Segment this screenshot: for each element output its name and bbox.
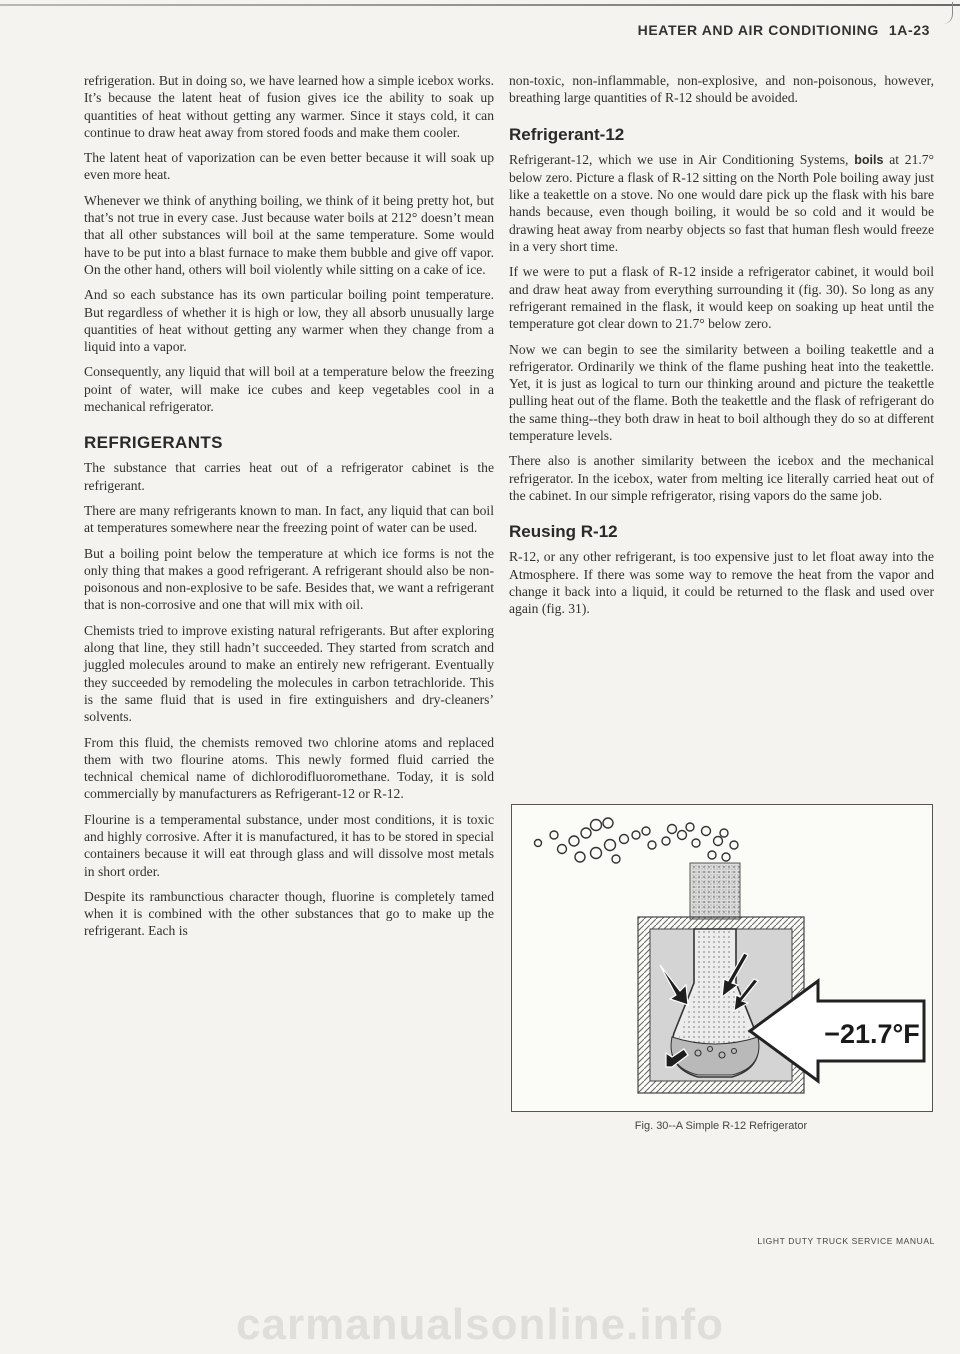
paragraph: Chemists tried to improve existing natural refrigerants. But after exploring along that line, they still hadn’t succeeded. They started from scratch and juggled molecules around to make an entirely new refrigerant. Eventually they succeeded by remodeling the molecules in carbon tetrachloride. This is the same fluid that is used in fire extinguishers and dry-cleaners’ solvents. (84, 622, 494, 725)
bold-text: boils (854, 152, 884, 167)
paragraph: From this fluid, the chemists removed two chlorine atoms and replaced them with two flourine atoms. This newly formed fluid carried the technical chemical name of dichlorodifluoromethane. Today, it is sold commercially by manufacturers as Refrigerant-12 or R-12. (84, 734, 494, 802)
corner-mark (938, 2, 953, 24)
paragraph: There also is another similarity between the icebox and the mechanical refrigerator. In the icebox, water from melting ice literally carried heat out of the cabinet. In our simple refrigerator, rising vapors do the same job. (509, 453, 934, 503)
temperature-label: −21.7°F (824, 1019, 920, 1049)
paragraph: And so each substance has its own particular boiling point temperature. But regardless of whether it is high or low, they all absorb unusually large quantities of heat without getting any warmer when they change from a liquid into a vapor. (84, 287, 494, 355)
paragraph: non-toxic, non-inflammable, non-explosive, and non-poisonous, however, breathing large quantities of R-12 should be avoided. (509, 73, 934, 106)
paragraph: R-12, or any other refrigerant, is too expensive just to let float away into the Atmosphere. If there was some way to remove the heat from the vapor and change it back into a liquid, it could be returned to the flask and used over again (fig. 31). (509, 549, 934, 617)
paragraph: refrigeration. But in doing so, we have learned how a simple icebox works. It’s because the latent heat of fusion gives ice the ability to soak up quantities of heat without getting any warmer. Since it stays cold, it can continue to draw heat away from stored foods and make them cooler. (84, 73, 494, 140)
paragraph: Despite its rambunctious character though, fluorine is completely tamed when it is combined with the other substances that go to make up the refrigerant. Each is (84, 888, 494, 939)
watermark: carmanualsonline.info (236, 1300, 724, 1349)
paragraph: Flourine is a temperamental substance, under most conditions, it is toxic and highly corrosive. After it is manufactured, it has to be stored in special containers because it will eat through glass and will dissolve most metals in short order. (84, 811, 494, 879)
text-run: at 21.7° below zero. Picture a flask of R-12 sitting on the North Pole boiling away just like a teakettle on a stove. No one would dare pick up the flask with his bare hands because, even though boiling, it would be so cold and it would be drawing heat away from nearby objects so fast that human flesh would freeze in a very short time. (509, 151, 934, 255)
vapor-bubbles (535, 818, 739, 863)
right-column (509, 72, 934, 625)
paragraph (509, 151, 934, 256)
section-heading-refrigerant-12: Refrigerant-12 (509, 124, 625, 144)
text-run: Refrigerant-12, which we use in Air Conditioning Systems, (509, 151, 849, 167)
section-heading-reusing-r12: Reusing R-12 (509, 522, 618, 542)
figure-caption: Fig. 30--A Simple R-12 Refrigerator (634, 1120, 808, 1132)
paragraph: There are many refrigerants known to man. In fact, any liquid that can boil at temperatures somewhere near the freezing point of water can be used. (84, 502, 494, 536)
page-number: 1A-23 (888, 22, 930, 38)
paragraph: Now we can begin to see the similarity between a boiling teakettle and a refrigerator. Ordinarily we think of the flame pushing heat into the teakettle. Yet, it is just as logical to turn our thinking around and picture the teakettle pulling heat out of the flame. Both the teakettle and the flask of refrigerant do the same thing--they both draw in heat to boil although they do so at different temperature levels. (509, 341, 934, 444)
footer-manual-title: LIGHT DUTY TRUCK SERVICE MANUAL (757, 1236, 935, 1246)
page-header (540, 22, 930, 38)
section-heading-refrigerants: REFRIGERANTS (84, 433, 223, 453)
figure-simple-refrigerator (511, 804, 933, 1112)
refrigerator-illustration (512, 805, 932, 1111)
paragraph: Whenever we think of anything boiling, we think of it being pretty hot, but that’s not true in every case. Just because water boils at 212° doesn’t mean that all other substances will boil at the same temperature. Some would have to be put into a blast furnace to make them bubble and give off vapor. On the other hand, others will boil violently while sitting on a cake of ice. (84, 192, 494, 277)
top-rule (0, 4, 960, 6)
left-column (84, 72, 494, 948)
section-title: HEATER AND AIR CONDITIONING (637, 22, 879, 38)
paragraph: The substance that carries heat out of a refrigerator cabinet is the refrigerant. (84, 460, 494, 493)
paragraph: But a boiling point below the temperature at which ice forms is not the only thing that makes a good refrigerant. A refrigerant should also be non-poisonous and non-explosive to be safe. Besides that, we want a refrigerant that is non-corrosive and one that will mix with oil. (84, 545, 494, 613)
paragraph: If we were to put a flask of R-12 inside a refrigerator cabinet, it would boil and draw heat away from everything surrounding it (fig. 30). So long as any refrigerant remained in the flask, it would keep on soaking up heat until the temperature got clear down to 21.7° below zero. (509, 264, 934, 332)
paragraph: Consequently, any liquid that will boil at a temperature below the freezing point of water, will make ice cubes and keep vegetables cool in a mechanical refrigerator. (84, 364, 494, 415)
paragraph: The latent heat of vaporization can be even better because it will soak up even more heat. (84, 150, 494, 183)
